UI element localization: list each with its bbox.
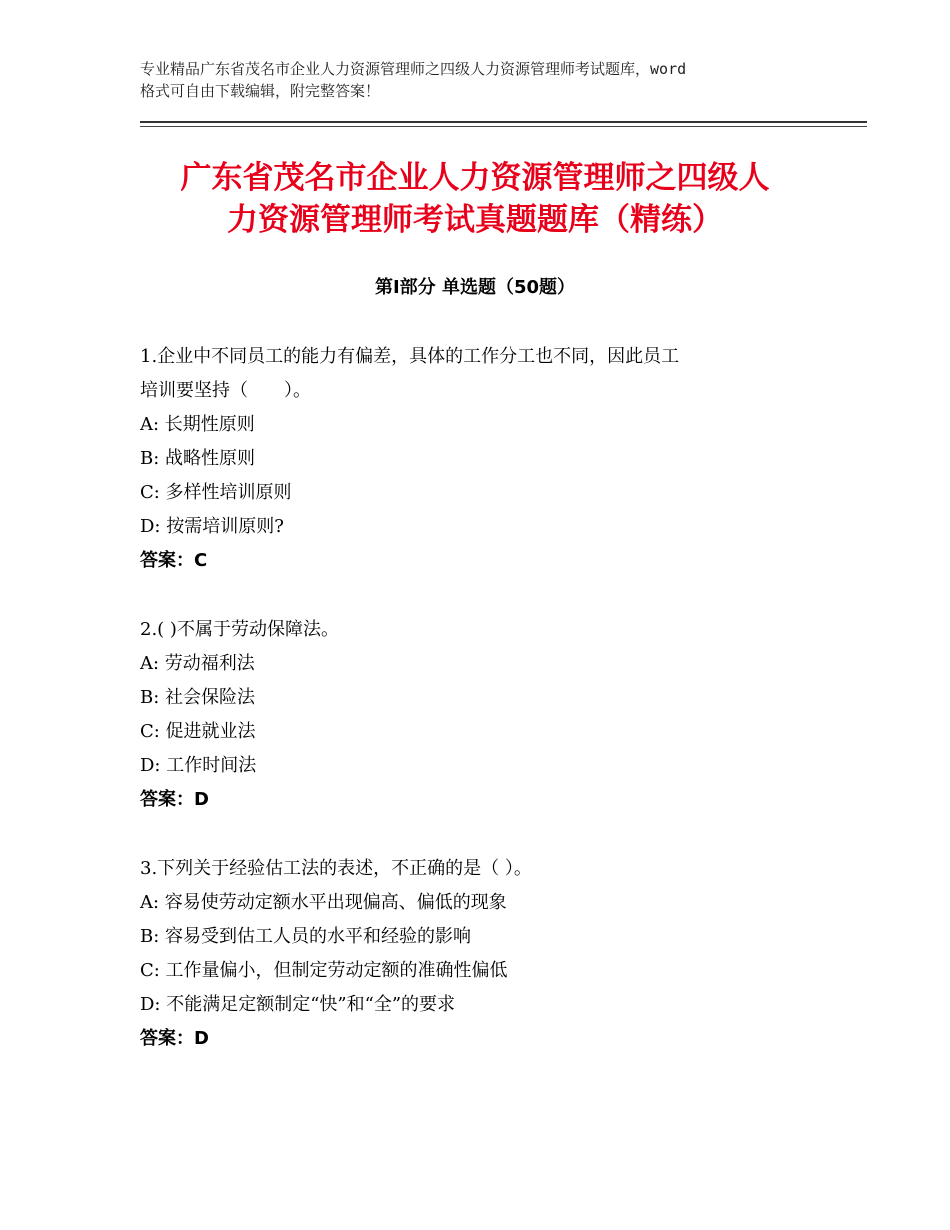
question-2 <box>140 613 840 817</box>
question-stem: 1.企业中不同员工的能力有偏差，具体的工作分工也不同，因此员工 <box>140 346 680 367</box>
document-title-line-1: 广东省茂名市企业人力资源管理师之四级人 <box>180 160 770 196</box>
option-a: A: 劳动福利法 <box>140 653 255 674</box>
option-b: B: 战略性原则 <box>140 448 256 469</box>
question-stem-continued: 培训要坚持（ ）。 <box>140 380 311 401</box>
answer-label: 答案：D <box>140 1028 209 1049</box>
option-c: C: 多样性培训原则 <box>140 482 292 503</box>
option-a: A: 长期性原则 <box>140 414 255 435</box>
option-d: D: 不能满足定额制定“快”和“全”的要求 <box>140 994 456 1015</box>
option-b: B: 社会保险法 <box>140 687 256 708</box>
document-title-line-2: 力资源管理师考试真题题库（精练） <box>227 202 723 238</box>
section-heading: 第Ⅰ部分 单选题（50题） <box>374 277 575 298</box>
document-title <box>100 157 850 241</box>
question-1 <box>140 340 840 578</box>
answer-label: 答案：D <box>140 789 209 810</box>
question-stem: 3.下列关于经验估工法的表述，不正确的是（ ）。 <box>140 858 532 879</box>
header-note-line-2: 格式可自由下载编辑，附完整答案！ <box>140 82 381 100</box>
header-rule-thick <box>140 121 867 123</box>
answer-label: 答案：C <box>140 550 208 571</box>
option-c: C: 工作量偏小，但制定劳动定额的准确性偏低 <box>140 960 508 981</box>
option-b: B: 容易受到估工人员的水平和经验的影响 <box>140 926 472 947</box>
header-rule-thin <box>140 126 867 127</box>
option-c: C: 促进就业法 <box>140 721 256 742</box>
option-d: D: 工作时间法 <box>140 755 257 776</box>
option-d: D: 按需培训原则? <box>140 516 284 537</box>
question-3 <box>140 852 840 1056</box>
option-a: A: 容易使劳动定额水平出现偏高、偏低的现象 <box>140 892 507 913</box>
header-note <box>140 58 820 102</box>
question-stem: 2.( )不属于劳动保障法。 <box>140 619 339 640</box>
header-note-line-1: 专业精品广东省茂名市企业人力资源管理师之四级人力资源管理师考试题库，word <box>140 60 687 78</box>
